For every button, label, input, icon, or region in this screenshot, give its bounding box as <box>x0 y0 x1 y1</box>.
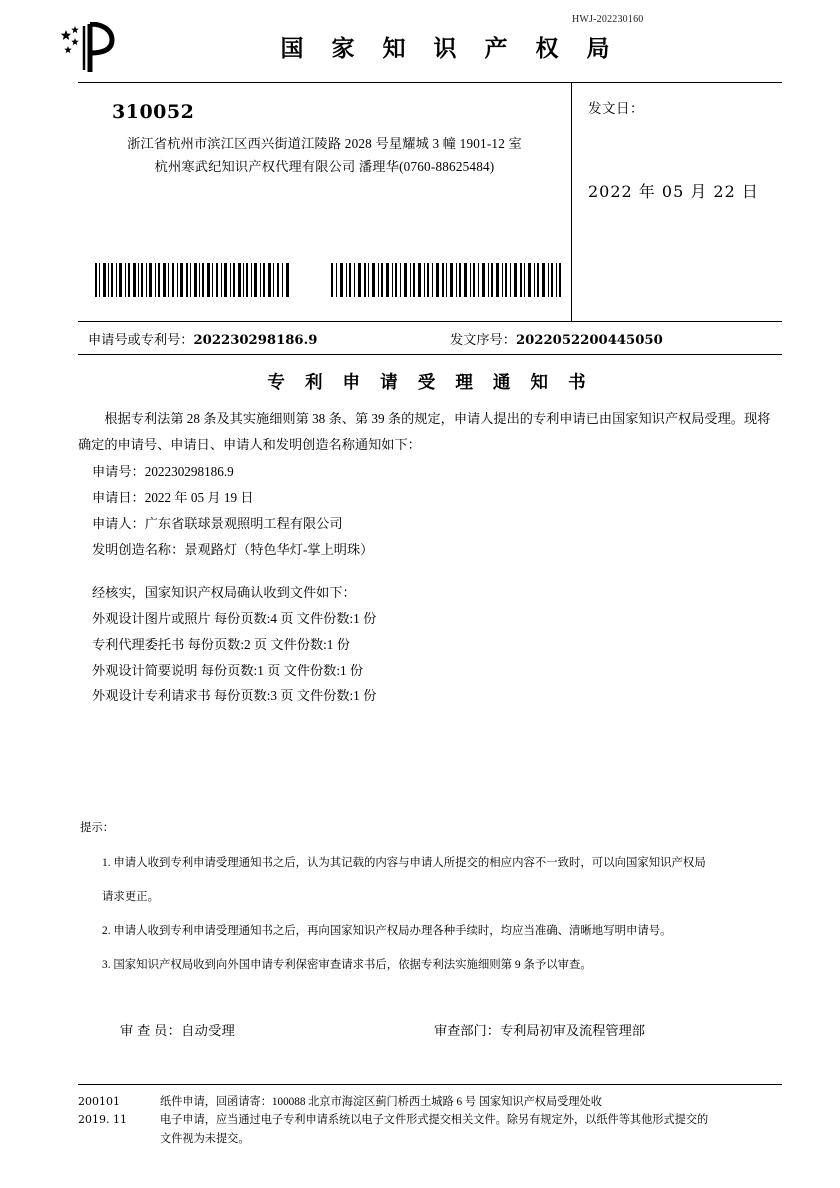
document-item: 外观设计图片或照片 每份页数:4 页 文件份数:1 份 <box>92 611 377 627</box>
documents-intro: 经核实，国家知识产权局确认收到文件如下： <box>92 585 356 601</box>
application-number-label: 申请号或专利号： <box>88 331 194 347</box>
department-block <box>434 1020 645 1039</box>
footer-line-3: 文件视为未提交。 <box>160 1132 250 1145</box>
dispatch-serial-cell <box>450 329 782 348</box>
footer-text <box>160 1093 782 1148</box>
addressee-cell <box>78 83 572 321</box>
barcode-group <box>88 263 562 297</box>
address-and-date-row <box>78 83 782 322</box>
hints-section <box>78 806 782 988</box>
dispatch-date-value: 2022 年 05 月 22 日 <box>588 182 759 201</box>
footer-code-2: 2019. 11 <box>78 1113 127 1127</box>
field-invention-name: 发明创造名称：景观路灯（特色华灯-掌上明珠） <box>92 541 374 557</box>
dispatch-date-label: 发文日： <box>588 101 644 116</box>
notice-title: 专 利 申 请 受 理 通 知 书 <box>267 373 593 393</box>
examiner-label: 审 查 员： <box>120 1023 182 1038</box>
dispatch-serial-label: 发文序号： <box>450 331 516 347</box>
document-item: 外观设计简要说明 每份页数:1 页 文件份数:1 份 <box>92 662 364 678</box>
field-applicant: 申请人：广东省联球景观照明工程有限公司 <box>92 515 343 531</box>
examiner-value: 自动受理 <box>181 1023 236 1038</box>
footer-line-1: 纸件申请，回函请寄：100088 北京市海淀区蓟门桥西土城路 6 号 国家知识产权局受理处收 <box>160 1096 602 1108</box>
barcode-dispatch-serial <box>330 263 562 297</box>
hint-item-continuation: 请求更正。 <box>102 890 159 903</box>
footer-line-2: 电子申请，应当通过电子专利申请系统以电子文件形式提交相关文件。除另有规定外，以纸件等其他形式提交的 <box>160 1114 709 1127</box>
field-application-date: 申请日：2022 年 05 月 19 日 <box>92 490 254 506</box>
address-line-1: 浙江省杭州市滨江区西兴街道江陵路 2028 号星耀城 3 幢 1901-12 室 <box>127 136 522 151</box>
department-value: 专利局初审及流程管理部 <box>499 1023 645 1038</box>
footer-codes <box>78 1093 160 1148</box>
hint-item: 1. 申请人收到专利申请受理通知书之后，认为其记载的内容与申请人所提交的相应内容不一致时，可以向国家知识产权局 <box>102 856 706 869</box>
hints-title: 提示： <box>80 822 115 835</box>
dispatch-date-cell <box>572 83 782 321</box>
notice-body <box>78 406 782 709</box>
hint-item: 3. 国家知识产权局收到向外国申请专利保密审查请求书后，依据专利法实施细则第 9 条予以审查。 <box>102 959 592 972</box>
page-title: 国 家 知 识 产 权 局 <box>280 35 620 62</box>
document-header <box>60 22 780 74</box>
document-item: 专利代理委托书 每份页数:2 页 文件份数:1 份 <box>92 636 350 652</box>
addressee-lines <box>88 132 561 178</box>
document-frame <box>78 82 782 394</box>
document-reference-code: HWJ-202230160 <box>572 14 644 25</box>
cnipa-emblem-icon <box>60 22 122 74</box>
hint-item: 2. 申请人收到专利申请受理通知书之后，再向国家知识产权局办理各种手续时，均应当准确、清晰地写明申请号。 <box>102 925 672 937</box>
postcode: 310052 <box>112 101 195 123</box>
body-spacer <box>78 562 782 580</box>
application-number-row <box>78 322 782 355</box>
barcode-application-number <box>94 263 290 297</box>
examiner-block <box>120 1020 235 1039</box>
department-label: 审查部门： <box>434 1023 500 1038</box>
field-application-number: 申请号：202230298186.9 <box>92 464 234 480</box>
document-footer <box>78 1084 782 1148</box>
document-item: 外观设计专利请求书 每份页数:3 页 文件份数:1 份 <box>92 688 377 704</box>
dispatch-serial-value: 2022052200445050 <box>515 332 663 348</box>
application-number-value: 202230298186.9 <box>193 332 318 348</box>
footer-code-1: 200101 <box>78 1095 120 1108</box>
body-paragraph-1: 根据专利法第 28 条及其实施细则第 38 条、第 39 条的规定，申请人提出的专利申请已由国家知识产权局受理。现将确定的申请号、申请日、申请人和发明创造名称通知如下： <box>78 411 771 452</box>
address-line-2: 杭州寒武纪知识产权代理有限公司 潘理华(0760-88625484) <box>154 159 495 175</box>
application-number-cell <box>78 329 450 348</box>
